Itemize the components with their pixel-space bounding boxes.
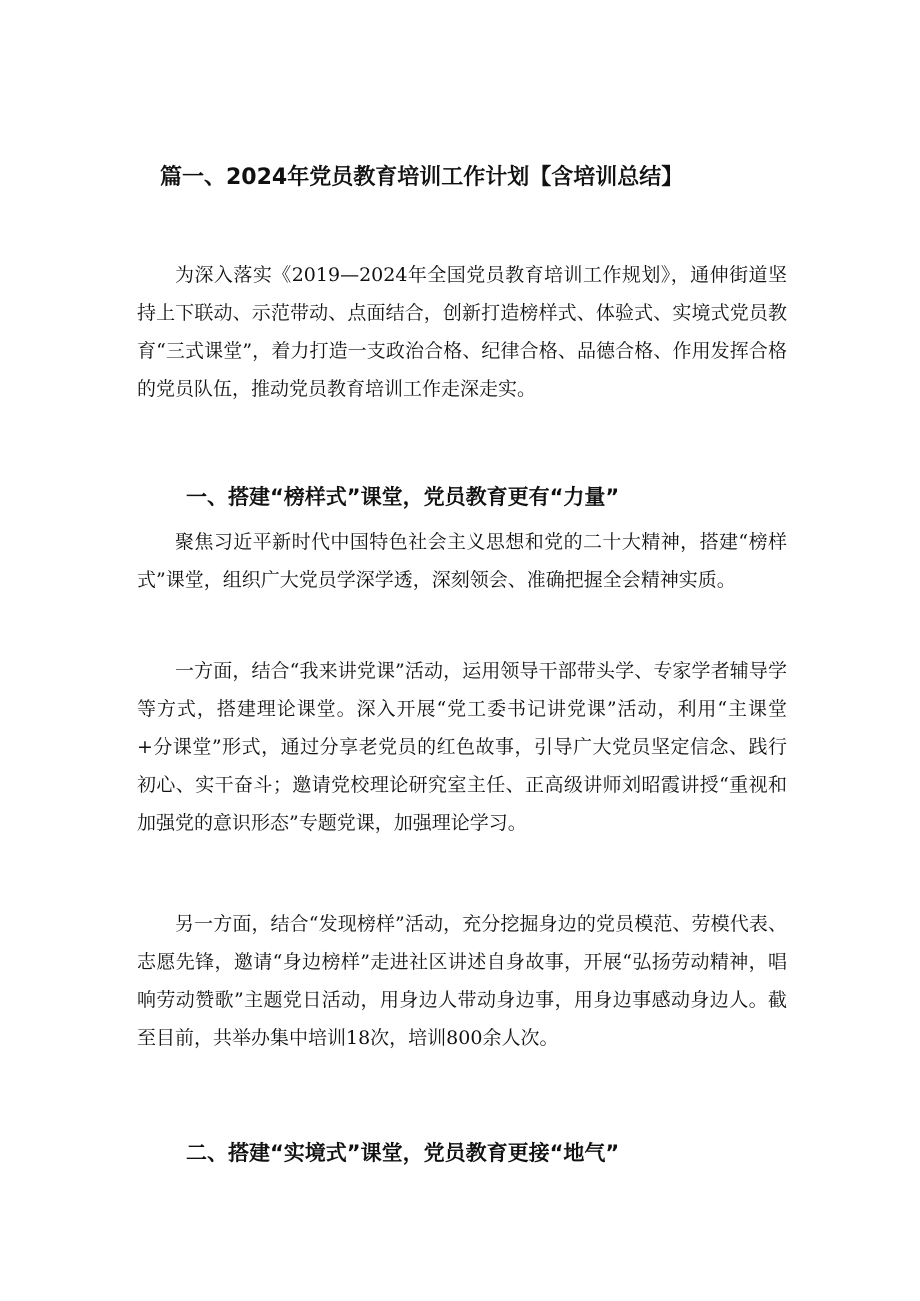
section-1-paragraph-2: 一方面，结合“我来讲党课”活动，运用领导干部带头学、专家学者辅导学等方式，搭建理论课堂。深入开展“党工委书记讲党课”活动，利用“主课堂+分课堂”形式，通过分享老党员的红色故事，引导广大党员坚定信念、践行初心、实干奋斗；邀请党校理论研究室主任、正高级讲师刘昭霞讲授“重视和加强党的意识形态”专题党课，加强理论学习。 — [137, 660, 787, 834]
section-1-paragraph-1: 聚焦习近平新时代中国特色社会主义思想和党的二十大精神，搭建“榜样式”课堂，组织广大党员学深学透，深刻领会、准确把握全会精神实质。 — [137, 531, 787, 591]
intro-paragraph: 为深入落实《2019—2024年全国党员教育培训工作规划》，通伸街道坚持上下联动、示范带动、点面结合，创新打造榜样式、体验式、实境式党员教育“三式课堂”，着力打造一支政治合格、纪律合格、品德合格、作用发挥合格的党员队伍，推动党员教育培训工作走深走实。 — [137, 264, 787, 400]
section-heading-2: 二、搭建“实境式”课堂，党员教育更接“地气” — [186, 1141, 620, 1165]
section-1-paragraph-3: 另一方面，结合“发现榜样”活动，充分挖掘身边的党员模范、劳模代表、志愿先锋，邀请“身边榜样”走进社区讲述自身故事，开展“弘扬劳动精神，唱响劳动赞歌”主题党日活动，用身边人带动身边事，用身边事感动身边人。截至目前，共举办集中培训18次，培训800余人次。 — [137, 913, 787, 1049]
document-title: 篇一、2024年党员教育培训工作计划【含培训总结】 — [160, 165, 684, 190]
section-heading-1: 一、搭建“榜样式”课堂，党员教育更有“力量” — [186, 485, 620, 509]
